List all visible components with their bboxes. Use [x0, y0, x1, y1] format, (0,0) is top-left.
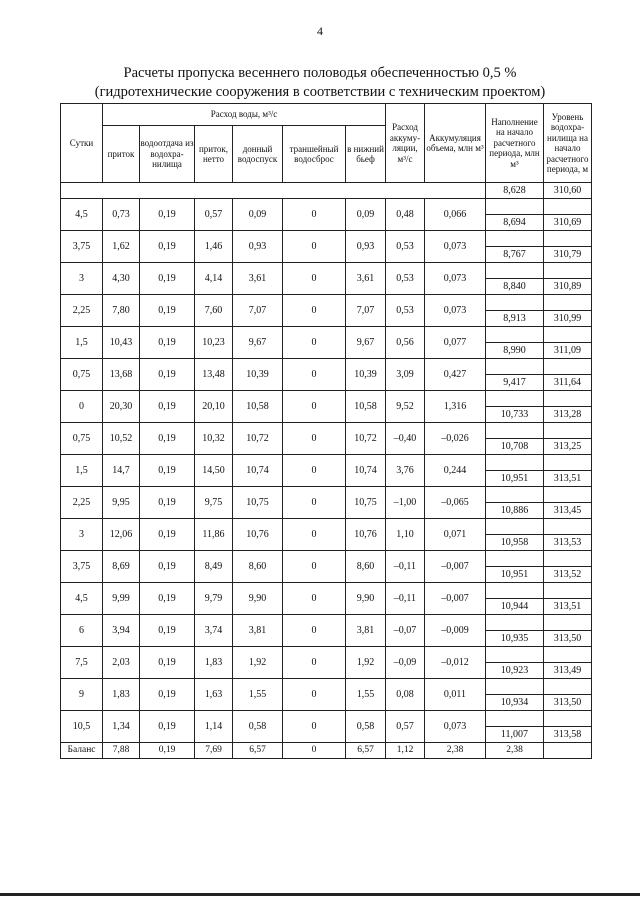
inflow-cell: 9,95: [103, 487, 140, 519]
inflow-cell: 20,30: [103, 391, 140, 423]
net-inflow-cell: 11,86: [195, 519, 233, 551]
bottom-outlet-cell: 1,92: [233, 647, 283, 679]
accum-volume-cell: 0,077: [425, 327, 486, 359]
downstream-cell: 0,09: [346, 199, 386, 231]
balance-label: Баланс: [61, 743, 103, 759]
blank-cell: [544, 679, 592, 695]
table-row: [61, 647, 592, 663]
day-cell: 0,75: [61, 423, 103, 455]
trench-spillway-cell: 0: [283, 679, 346, 711]
accum-volume-cell: –0,026: [425, 423, 486, 455]
filling-cell: 10,708: [486, 439, 544, 455]
withdrawal-cell: 0,19: [140, 519, 195, 551]
trench-spillway-cell: 0: [283, 327, 346, 359]
day-cell: 4,5: [61, 199, 103, 231]
bottom-outlet-cell: 10,72: [233, 423, 283, 455]
day-cell: 3,75: [61, 551, 103, 583]
flood-calculation-table: [60, 103, 592, 759]
bottom-outlet-cell: 1,55: [233, 679, 283, 711]
table-row: [61, 295, 592, 311]
blank-cell: [544, 295, 592, 311]
downstream-cell: 10,74: [346, 455, 386, 487]
withdrawal-cell: 0,19: [140, 487, 195, 519]
withdrawal-cell: 0,19: [140, 647, 195, 679]
table-row: [61, 551, 592, 567]
accum-volume-cell: 0,066: [425, 199, 486, 231]
day-cell: 2,25: [61, 295, 103, 327]
blank-cell: [544, 583, 592, 599]
trench-spillway-cell: 0: [283, 743, 346, 759]
trench-spillway-cell: 0: [283, 647, 346, 679]
level-cell: 313,28: [544, 407, 592, 423]
level-cell: 313,52: [544, 567, 592, 583]
title-line-1: Расчеты пропуска весеннего половодья обеспеченностью 0,5 %: [123, 65, 517, 81]
net-inflow-cell: 1,83: [195, 647, 233, 679]
accum-flow-cell: 9,52: [386, 391, 425, 423]
downstream-cell: 3,81: [346, 615, 386, 647]
blank-cell: [486, 519, 544, 535]
level-cell: 310,69: [544, 215, 592, 231]
accum-flow-cell: 3,76: [386, 455, 425, 487]
trench-spillway-cell: 0: [283, 455, 346, 487]
blank-cell: [486, 391, 544, 407]
blank-cell: [486, 295, 544, 311]
level-cell: 313,51: [544, 599, 592, 615]
trench-spillway-cell: 0: [283, 423, 346, 455]
table-row: [61, 455, 592, 471]
accum-flow-cell: 0,57: [386, 711, 425, 743]
table-row: [61, 615, 592, 631]
header-accum-volume: Аккумуляция объема, млн м³: [425, 104, 486, 183]
blank-cell: [544, 231, 592, 247]
withdrawal-cell: 0,19: [140, 743, 195, 759]
net-inflow-cell: 8,49: [195, 551, 233, 583]
blank-cell: [544, 423, 592, 439]
downstream-cell: 6,57: [346, 743, 386, 759]
net-inflow-cell: 0,57: [195, 199, 233, 231]
filling-cell: 9,417: [486, 375, 544, 391]
bottom-outlet-cell: 9,90: [233, 583, 283, 615]
net-inflow-cell: 13,48: [195, 359, 233, 391]
withdrawal-cell: 0,19: [140, 199, 195, 231]
accum-flow-cell: 0,53: [386, 295, 425, 327]
blank-cell: [61, 183, 486, 199]
header-downstream: в нижний бьеф: [346, 126, 386, 183]
filling-cell: 8,990: [486, 343, 544, 359]
accum-flow-cell: –0,11: [386, 583, 425, 615]
downstream-cell: 8,60: [346, 551, 386, 583]
accum-volume-cell: 0,073: [425, 295, 486, 327]
net-inflow-cell: 7,60: [195, 295, 233, 327]
accum-volume-cell: 0,073: [425, 263, 486, 295]
accum-volume-cell: 2,38: [425, 743, 486, 759]
day-cell: 4,5: [61, 583, 103, 615]
trench-spillway-cell: 0: [283, 615, 346, 647]
blank-cell: [486, 647, 544, 663]
accum-flow-cell: –0,07: [386, 615, 425, 647]
level-cell: 313,50: [544, 695, 592, 711]
table-row: [61, 711, 592, 727]
level-cell: 313,49: [544, 663, 592, 679]
bottom-outlet-cell: 0,09: [233, 199, 283, 231]
page-number: 4: [317, 24, 323, 38]
day-cell: 6: [61, 615, 103, 647]
accum-flow-cell: 0,48: [386, 199, 425, 231]
blank-cell: [544, 615, 592, 631]
inflow-cell: 12,06: [103, 519, 140, 551]
net-inflow-cell: 10,23: [195, 327, 233, 359]
table-row: [61, 487, 592, 503]
withdrawal-cell: 0,19: [140, 359, 195, 391]
header-days: Сутки: [61, 104, 103, 183]
trench-spillway-cell: 0: [283, 263, 346, 295]
withdrawal-cell: 0,19: [140, 679, 195, 711]
accum-volume-cell: 1,316: [425, 391, 486, 423]
balance-row: [61, 743, 592, 759]
withdrawal-cell: 0,19: [140, 711, 195, 743]
downstream-cell: 9,67: [346, 327, 386, 359]
net-inflow-cell: 9,79: [195, 583, 233, 615]
downstream-cell: 10,76: [346, 519, 386, 551]
level-cell: 310,89: [544, 279, 592, 295]
inflow-cell: 4,30: [103, 263, 140, 295]
accum-volume-cell: 0,073: [425, 231, 486, 263]
net-inflow-cell: 9,75: [195, 487, 233, 519]
blank-cell: [486, 487, 544, 503]
accum-flow-cell: 0,53: [386, 231, 425, 263]
blank-cell: [486, 711, 544, 727]
withdrawal-cell: 0,19: [140, 391, 195, 423]
header-net-inflow: приток, нетто: [195, 126, 233, 183]
table-row: [61, 183, 592, 199]
trench-spillway-cell: 0: [283, 711, 346, 743]
blank-cell: [486, 231, 544, 247]
filling-cell: 11,007: [486, 727, 544, 743]
table-row: [61, 199, 592, 215]
bottom-outlet-cell: 0,93: [233, 231, 283, 263]
blank-cell: [544, 487, 592, 503]
blank-cell: [486, 455, 544, 471]
bottom-outlet-cell: 8,60: [233, 551, 283, 583]
bottom-outlet-cell: 7,07: [233, 295, 283, 327]
trench-spillway-cell: 0: [283, 391, 346, 423]
trench-spillway-cell: 0: [283, 359, 346, 391]
day-cell: 3: [61, 263, 103, 295]
inflow-cell: 7,88: [103, 743, 140, 759]
withdrawal-cell: 0,19: [140, 551, 195, 583]
blank-cell: [486, 679, 544, 695]
bottom-outlet-cell: 3,61: [233, 263, 283, 295]
blank-cell: [544, 551, 592, 567]
header-accum-flow: Расход аккуму-ляции, м³/с: [386, 104, 425, 183]
table-row: [61, 423, 592, 439]
day-cell: 10,5: [61, 711, 103, 743]
downstream-cell: 10,39: [346, 359, 386, 391]
filling-cell: 10,944: [486, 599, 544, 615]
document-title: [60, 64, 580, 102]
day-cell: 3,75: [61, 231, 103, 263]
bottom-outlet-cell: 10,76: [233, 519, 283, 551]
blank-cell: [486, 551, 544, 567]
inflow-cell: 7,80: [103, 295, 140, 327]
table-row: [61, 327, 592, 343]
table-row: [61, 519, 592, 535]
downstream-cell: 1,92: [346, 647, 386, 679]
day-cell: 3: [61, 519, 103, 551]
blank-cell: [486, 263, 544, 279]
blank-cell: [486, 423, 544, 439]
accum-volume-cell: –0,012: [425, 647, 486, 679]
level-cell: 310,60: [544, 183, 592, 199]
downstream-cell: 3,61: [346, 263, 386, 295]
level-cell: 313,58: [544, 727, 592, 743]
withdrawal-cell: 0,19: [140, 423, 195, 455]
table-row: [61, 679, 592, 695]
net-inflow-cell: 1,14: [195, 711, 233, 743]
accum-flow-cell: 0,56: [386, 327, 425, 359]
filling-cell: 10,935: [486, 631, 544, 647]
withdrawal-cell: 0,19: [140, 263, 195, 295]
accum-volume-cell: 0,011: [425, 679, 486, 711]
blank-cell: [544, 455, 592, 471]
trench-spillway-cell: 0: [283, 583, 346, 615]
day-cell: 0,75: [61, 359, 103, 391]
filling-cell: 8,694: [486, 215, 544, 231]
trench-spillway-cell: 0: [283, 295, 346, 327]
day-cell: 1,5: [61, 327, 103, 359]
accum-volume-cell: –0,007: [425, 583, 486, 615]
header-level: Уровень водохра-нилища на начало расчетного периода, м: [544, 104, 592, 183]
blank-cell: [544, 743, 592, 759]
blank-cell: [544, 711, 592, 727]
level-cell: 313,53: [544, 535, 592, 551]
trench-spillway-cell: 0: [283, 487, 346, 519]
header-trench-spillway: траншейный водосброс: [283, 126, 346, 183]
withdrawal-cell: 0,19: [140, 231, 195, 263]
level-cell: 310,79: [544, 247, 592, 263]
accum-volume-cell: 0,244: [425, 455, 486, 487]
downstream-cell: 9,90: [346, 583, 386, 615]
accum-flow-cell: –1,00: [386, 487, 425, 519]
inflow-cell: 10,43: [103, 327, 140, 359]
title-line-2: (гидротехнические сооружения в соответствии с техническим проектом): [94, 84, 546, 100]
blank-cell: [486, 327, 544, 343]
downstream-cell: 10,72: [346, 423, 386, 455]
bottom-rule: [0, 893, 640, 896]
header-inflow: приток: [103, 126, 140, 183]
net-inflow-cell: 4,14: [195, 263, 233, 295]
withdrawal-cell: 0,19: [140, 583, 195, 615]
blank-cell: [486, 199, 544, 215]
downstream-cell: 0,93: [346, 231, 386, 263]
filling-cell: 2,38: [486, 743, 544, 759]
withdrawal-cell: 0,19: [140, 295, 195, 327]
header-filling: Наполнение на начало расчетного периода, млн м³: [486, 104, 544, 183]
blank-cell: [544, 359, 592, 375]
accum-volume-cell: –0,007: [425, 551, 486, 583]
accum-volume-cell: 0,073: [425, 711, 486, 743]
level-cell: 311,64: [544, 375, 592, 391]
filling-cell: 8,628: [486, 183, 544, 199]
blank-cell: [486, 615, 544, 631]
bottom-outlet-cell: 10,39: [233, 359, 283, 391]
trench-spillway-cell: 0: [283, 231, 346, 263]
inflow-cell: 14,7: [103, 455, 140, 487]
bottom-outlet-cell: 10,74: [233, 455, 283, 487]
filling-cell: 8,767: [486, 247, 544, 263]
filling-cell: 10,923: [486, 663, 544, 679]
table-row: [61, 583, 592, 599]
downstream-cell: 10,58: [346, 391, 386, 423]
level-cell: 310,99: [544, 311, 592, 327]
filling-cell: 10,733: [486, 407, 544, 423]
accum-volume-cell: 0,071: [425, 519, 486, 551]
header-withdrawal: водоотдача из водохра-нилища: [140, 126, 195, 183]
accum-volume-cell: –0,009: [425, 615, 486, 647]
accum-flow-cell: 0,53: [386, 263, 425, 295]
level-cell: 313,45: [544, 503, 592, 519]
blank-cell: [544, 647, 592, 663]
inflow-cell: 3,94: [103, 615, 140, 647]
trench-spillway-cell: 0: [283, 551, 346, 583]
accum-flow-cell: –0,40: [386, 423, 425, 455]
net-inflow-cell: 20,10: [195, 391, 233, 423]
filling-cell: 10,886: [486, 503, 544, 519]
inflow-cell: 1,83: [103, 679, 140, 711]
inflow-cell: 13,68: [103, 359, 140, 391]
filling-cell: 8,913: [486, 311, 544, 327]
accum-volume-cell: –0,065: [425, 487, 486, 519]
blank-cell: [544, 519, 592, 535]
downstream-cell: 1,55: [346, 679, 386, 711]
table-row: [61, 359, 592, 375]
blank-cell: [486, 359, 544, 375]
bottom-outlet-cell: 10,75: [233, 487, 283, 519]
filling-cell: 10,958: [486, 535, 544, 551]
accum-flow-cell: 3,09: [386, 359, 425, 391]
header-water-flow: Расход воды, м³/с: [103, 104, 386, 126]
inflow-cell: 9,99: [103, 583, 140, 615]
blank-cell: [544, 199, 592, 215]
accum-flow-cell: 0,08: [386, 679, 425, 711]
accum-flow-cell: –0,11: [386, 551, 425, 583]
day-cell: 7,5: [61, 647, 103, 679]
net-inflow-cell: 14,50: [195, 455, 233, 487]
net-inflow-cell: 10,32: [195, 423, 233, 455]
filling-cell: 10,951: [486, 567, 544, 583]
net-inflow-cell: 1,63: [195, 679, 233, 711]
level-cell: 313,50: [544, 631, 592, 647]
blank-cell: [544, 391, 592, 407]
blank-cell: [544, 327, 592, 343]
blank-cell: [486, 583, 544, 599]
table-row: [61, 263, 592, 279]
inflow-cell: 10,52: [103, 423, 140, 455]
inflow-cell: 8,69: [103, 551, 140, 583]
withdrawal-cell: 0,19: [140, 455, 195, 487]
level-cell: 313,51: [544, 471, 592, 487]
filling-cell: 10,951: [486, 471, 544, 487]
inflow-cell: 2,03: [103, 647, 140, 679]
accum-flow-cell: 1,12: [386, 743, 425, 759]
inflow-cell: 1,62: [103, 231, 140, 263]
accum-volume-cell: 0,427: [425, 359, 486, 391]
inflow-cell: 1,34: [103, 711, 140, 743]
filling-cell: 10,934: [486, 695, 544, 711]
day-cell: 1,5: [61, 455, 103, 487]
bottom-outlet-cell: 6,57: [233, 743, 283, 759]
inflow-cell: 0,73: [103, 199, 140, 231]
table-body: [61, 183, 592, 759]
trench-spillway-cell: 0: [283, 199, 346, 231]
level-cell: 311,09: [544, 343, 592, 359]
downstream-cell: 10,75: [346, 487, 386, 519]
withdrawal-cell: 0,19: [140, 615, 195, 647]
level-cell: 313,25: [544, 439, 592, 455]
day-cell: 0: [61, 391, 103, 423]
downstream-cell: 0,58: [346, 711, 386, 743]
day-cell: 9: [61, 679, 103, 711]
withdrawal-cell: 0,19: [140, 327, 195, 359]
bottom-outlet-cell: 9,67: [233, 327, 283, 359]
net-inflow-cell: 1,46: [195, 231, 233, 263]
bottom-outlet-cell: 10,58: [233, 391, 283, 423]
downstream-cell: 7,07: [346, 295, 386, 327]
accum-flow-cell: –0,09: [386, 647, 425, 679]
table-row: [61, 231, 592, 247]
table-row: [61, 391, 592, 407]
net-inflow-cell: 3,74: [195, 615, 233, 647]
trench-spillway-cell: 0: [283, 519, 346, 551]
header-bottom-outlet: донный водоспуск: [233, 126, 283, 183]
filling-cell: 8,840: [486, 279, 544, 295]
day-cell: 2,25: [61, 487, 103, 519]
blank-cell: [544, 263, 592, 279]
bottom-outlet-cell: 3,81: [233, 615, 283, 647]
net-inflow-cell: 7,69: [195, 743, 233, 759]
accum-flow-cell: 1,10: [386, 519, 425, 551]
bottom-outlet-cell: 0,58: [233, 711, 283, 743]
